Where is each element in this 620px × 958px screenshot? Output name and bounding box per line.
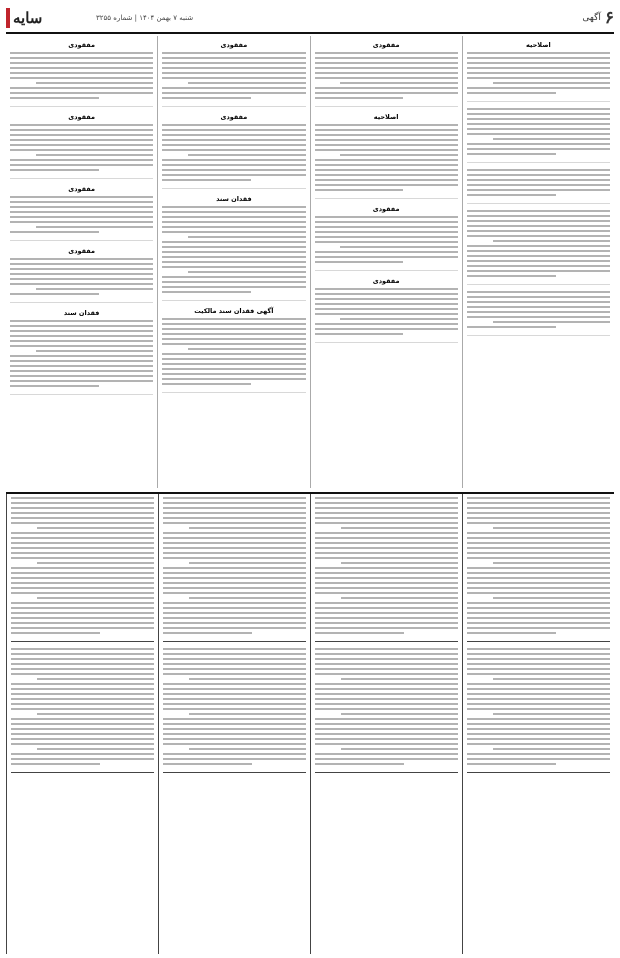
- notice: [315, 648, 458, 773]
- notice-body-text: [162, 52, 305, 99]
- notice-title: اصلاحیه: [373, 113, 399, 121]
- notice: [163, 497, 306, 642]
- notice-title: مفقودی: [68, 41, 95, 49]
- bottom-column: [158, 494, 310, 954]
- notice: [467, 210, 610, 285]
- top-column: [6, 36, 157, 488]
- notice-body-text: [467, 497, 610, 634]
- notice-body-text: [163, 648, 306, 765]
- notice-body-text: [10, 258, 153, 295]
- notice-body-text: [467, 210, 610, 277]
- notice: [11, 497, 154, 642]
- notice: [467, 497, 610, 642]
- notice: [163, 648, 306, 773]
- notice: [10, 309, 153, 395]
- notice: [162, 307, 305, 393]
- bottom-column: [462, 494, 614, 954]
- notice: [467, 108, 610, 163]
- logo-text: سایه: [13, 9, 43, 27]
- top-column: [157, 36, 309, 488]
- notice-body-text: [10, 196, 153, 233]
- notice: [315, 497, 458, 642]
- notice-title: مفقودی: [220, 113, 248, 121]
- notice-title: مفقودی: [372, 277, 400, 285]
- notice: [467, 291, 610, 336]
- top-notice-grid: [6, 36, 614, 488]
- notice: [11, 648, 154, 773]
- top-column: [310, 36, 462, 488]
- notice-body-text: [315, 52, 458, 99]
- notice: [10, 41, 153, 107]
- notice-title: مفقودی: [68, 185, 95, 193]
- notice-body-text: [162, 206, 305, 293]
- notice-body-text: [163, 497, 306, 634]
- notice: [10, 113, 153, 179]
- notice-body-text: [10, 52, 153, 99]
- notice-title: اصلاحیه: [526, 41, 551, 49]
- bottom-notice-grid: [6, 492, 614, 954]
- page-number: ۶: [604, 8, 614, 28]
- notice: [315, 205, 458, 271]
- notice: [162, 113, 305, 189]
- notice: [10, 247, 153, 303]
- notice-title: مفقودی: [220, 41, 248, 49]
- notice-body-text: [315, 497, 458, 634]
- issue-line: شنبه ۷ بهمن ۱۴۰۴ | شماره ۳۲۵۵: [96, 14, 194, 22]
- notice-body-text: [315, 648, 458, 765]
- notice-body-text: [467, 648, 610, 765]
- notice: [467, 169, 610, 204]
- notice-title: مفقودی: [372, 205, 400, 213]
- notice-body-text: [467, 291, 610, 328]
- notice-body-text: [11, 497, 154, 634]
- section-name: آگهی: [582, 13, 601, 23]
- section-heading: [582, 8, 614, 28]
- notice: [315, 41, 458, 107]
- notice-title: فقدان سند: [216, 195, 252, 203]
- notice-body-text: [315, 288, 458, 335]
- notice: [467, 648, 610, 773]
- logo-bar: [6, 8, 10, 28]
- bottom-column: [6, 494, 158, 954]
- notice: [162, 41, 305, 107]
- notice-body-text: [10, 124, 153, 171]
- notice-title: فقدان سند: [63, 309, 100, 317]
- notice-title: مفقودی: [68, 113, 95, 121]
- notice: [315, 113, 458, 199]
- notice-body-text: [11, 648, 154, 765]
- notice-body-text: [162, 318, 305, 385]
- notice-body-text: [467, 169, 610, 196]
- notice: [162, 195, 305, 301]
- notice: [315, 277, 458, 343]
- bottom-column: [310, 494, 462, 954]
- notice: [10, 185, 153, 241]
- notice-body-text: [467, 108, 610, 155]
- notice-title: آگهی فقدان سند مالکیت: [194, 307, 274, 315]
- notice-body-text: [315, 124, 458, 191]
- notice-body-text: [467, 52, 610, 94]
- masthead: [6, 4, 614, 34]
- top-column: [462, 36, 614, 488]
- notice-title: مفقودی: [372, 41, 400, 49]
- notice-body-text: [162, 124, 305, 181]
- notice: [467, 41, 610, 102]
- newspaper-logo: [6, 6, 62, 30]
- notice-body-text: [315, 216, 458, 263]
- notice-body-text: [10, 320, 153, 387]
- notice-title: مفقودی: [68, 247, 95, 255]
